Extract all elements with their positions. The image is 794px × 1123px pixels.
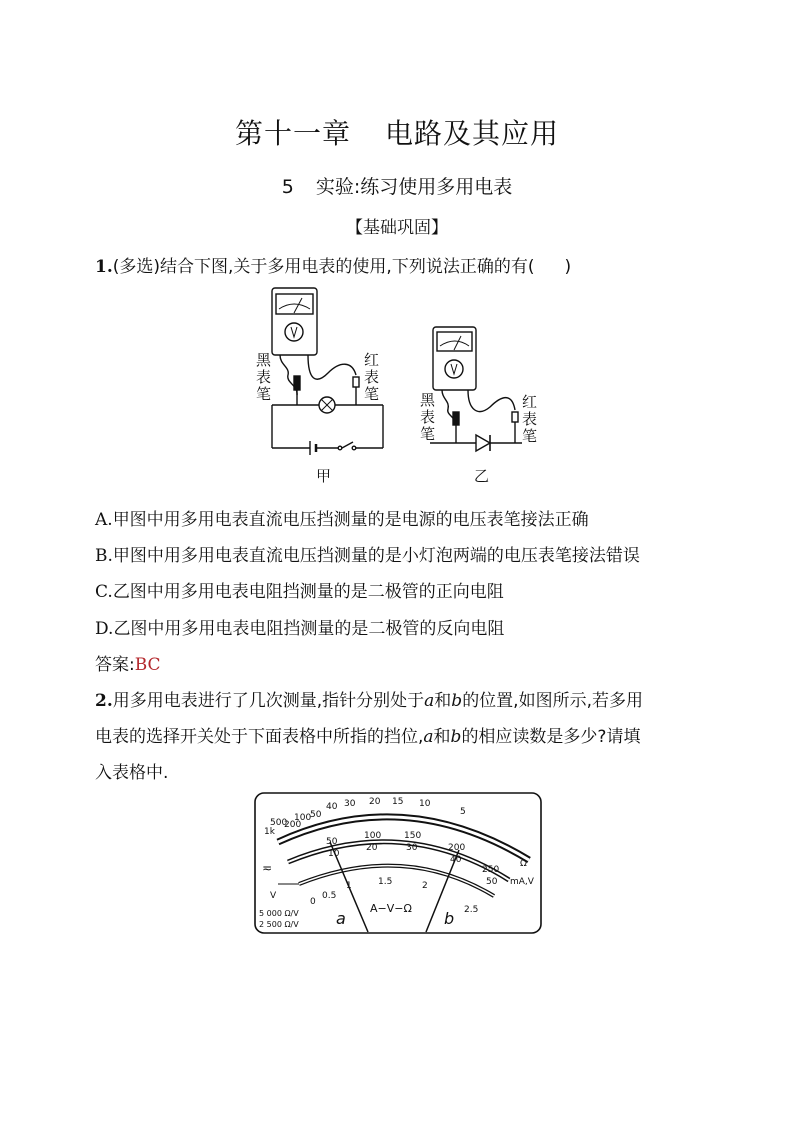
ohm-tick-200: 200: [284, 820, 302, 830]
right-black-label-1: 黑: [420, 391, 436, 409]
q1-stem-close: ): [564, 257, 572, 277]
left-caption: 甲: [316, 467, 332, 485]
chapter-title: [0, 112, 794, 152]
ohm-tick-20: 20: [369, 797, 381, 807]
ohm-tick-10: 10: [419, 799, 431, 809]
block-heading: 【基础巩固】: [346, 218, 448, 238]
low-tick-05: 0.5: [322, 891, 337, 901]
ohm-tick-500: 500: [270, 818, 288, 828]
left-red-label-2: 表: [364, 368, 380, 386]
v-tick-10: 10: [328, 849, 340, 859]
left-red-label-1: 红: [364, 351, 380, 369]
center-label: A−V−Ω: [370, 902, 412, 915]
q1-number: 1.: [95, 257, 113, 277]
right-red-label-2: 表: [522, 410, 538, 428]
v-tick-40: 40: [450, 855, 462, 865]
q1-option-d: D.乙图中用多用电表电阻挡测量的是二极管的反向电阻: [95, 619, 505, 639]
v-tick-20: 20: [366, 843, 378, 853]
q1-circuit-figure: [250, 285, 550, 490]
section-title: [0, 172, 794, 199]
ohm-tick-40: 40: [326, 802, 338, 812]
q1-option-b: B.甲图中用多用电表直流电压挡测量的是小灯泡两端的电压表笔接法错误: [95, 546, 640, 566]
left-red-label-3: 笔: [364, 385, 380, 403]
right-black-label-3: 笔: [420, 425, 436, 443]
meter-dial-figure: [254, 792, 542, 934]
dc-tick-200: 200: [448, 843, 466, 853]
ma-v-label: mA,V: [510, 877, 534, 887]
q1-option-a: A.甲图中用多用电表直流电压挡测量的是电源的电压表笔接法正确: [95, 510, 589, 530]
left-black-label-1: 黑: [256, 351, 272, 369]
q1-stem: [95, 252, 715, 277]
low-tick-25: 2.5: [464, 905, 479, 915]
section-name: 实验:练习使用多用电表: [315, 176, 513, 198]
dc-tick-150: 150: [404, 831, 422, 841]
q2-number: 2.: [95, 691, 113, 711]
v-tick-30: 30: [406, 843, 418, 853]
pointer-a-label: a: [336, 909, 346, 928]
q1-option-c: C.乙图中用多用电表电阻挡测量的是二极管的正向电阻: [95, 582, 504, 602]
dc-symbol: ≂: [262, 861, 273, 875]
answer-label: 答案:: [95, 655, 135, 675]
answer-value: BC: [134, 655, 161, 675]
spec-line-1: 5 000 Ω/V: [259, 909, 299, 918]
spec-line-2: 2 500 Ω/V: [259, 920, 299, 929]
low-tick-15: 1.5: [378, 877, 393, 887]
right-black-label-2: 表: [420, 408, 436, 426]
low-tick-0: 0: [310, 897, 316, 907]
right-caption: 乙: [474, 467, 490, 485]
right-red-label-1: 红: [522, 393, 538, 411]
right-red-label-3: 笔: [522, 427, 538, 445]
dc-tick-250: 250: [482, 865, 500, 875]
ohm-symbol: Ω: [520, 859, 527, 869]
section-number: 5: [281, 176, 294, 198]
ohm-tick-100: 100: [294, 813, 312, 823]
v-tick-50: 50: [486, 877, 498, 887]
q2-line-1: 2.用多用电表进行了几次测量,指针分别处于a和b的位置,如图所示,若多用: [95, 691, 643, 711]
v-symbol: V: [270, 891, 277, 901]
chapter-name: 电路及其应用: [385, 117, 560, 150]
chapter-number: 第十一章: [234, 117, 351, 150]
q1-answer: [95, 650, 715, 675]
q1-stem-text: (多选)结合下图,关于多用电表的使用,下列说法正确的有(: [112, 257, 535, 277]
pointer-b-label: b: [444, 909, 455, 928]
ohm-tick-15: 15: [392, 797, 404, 807]
low-tick-1: 1: [346, 881, 352, 891]
left-black-label-2: 表: [256, 368, 272, 386]
ohm-tick-30: 30: [344, 799, 356, 809]
dc-tick-50: 50: [326, 837, 338, 847]
ohm-tick-50: 50: [310, 810, 322, 820]
ohm-tick-5: 5: [460, 807, 466, 817]
ohm-tick-1k: 1k: [264, 827, 275, 837]
low-tick-2: 2: [422, 881, 428, 891]
left-black-label-3: 笔: [256, 385, 272, 403]
q2-line-2: 电表的选择开关处于下面表格中所指的挡位,a和b的相应读数是多少?请填: [95, 727, 641, 747]
q2-line-3: 入表格中.: [95, 763, 169, 783]
dc-tick-100: 100: [364, 831, 382, 841]
